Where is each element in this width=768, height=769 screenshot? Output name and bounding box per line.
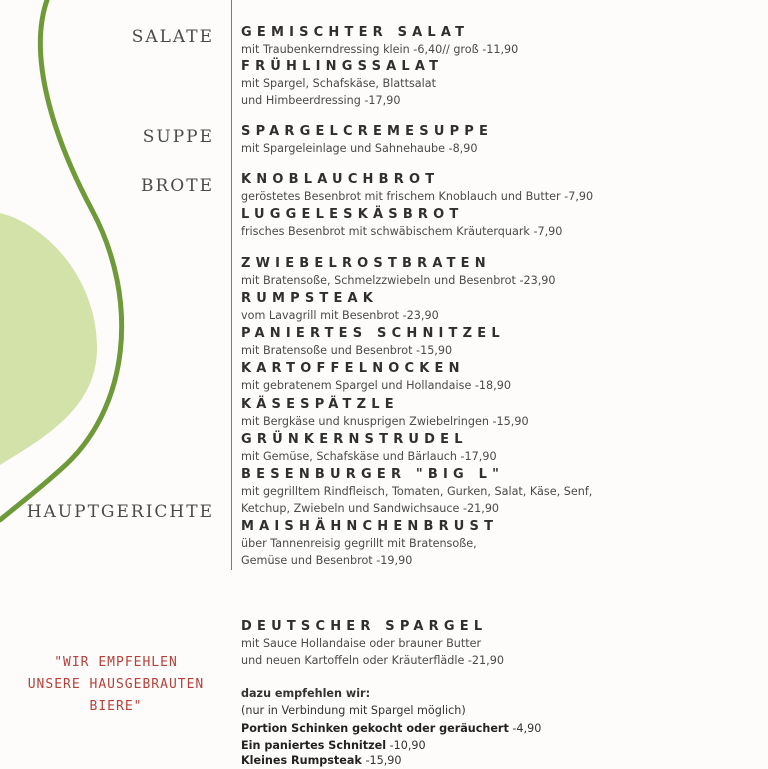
option-name: Ein paniertes Schnitzel	[241, 739, 387, 752]
item-name: KNOBLAUCHBROT	[241, 172, 440, 187]
menu-item	[241, 618, 761, 669]
item-desc: frisches Besenbrot mit schwäbischem Kräuterquark -7,90	[241, 225, 563, 238]
extras-option	[241, 720, 541, 737]
menu-item	[241, 123, 761, 157]
item-desc: mit Bratensoße, Schmelzzwiebeln und Besenbrot -23,90	[241, 274, 556, 287]
option-price: -4,90	[512, 722, 542, 735]
option-name: Portion Schinken gekocht oder geräuchert	[241, 722, 509, 735]
leaf-shape	[0, 213, 97, 465]
item-desc: mit Gemüse, Schafskäse und Bärlauch -17,90	[241, 450, 497, 463]
item-desc: mit gegrilltem Rindfleisch, Tomaten, Gurken, Salat, Käse, Senf,	[241, 485, 593, 498]
option-price: -15,90	[365, 754, 402, 767]
category-salate: SALATE	[131, 27, 214, 47]
item-desc: über Tannenreisig gegrillt mit Bratensoße,	[241, 537, 477, 550]
item-name: FRÜHLINGSSALAT	[241, 59, 444, 74]
item-desc: Gemüse und Besenbrot -19,90	[241, 554, 413, 567]
item-desc: mit gebratenem Spargel und Hollandaise -18,90	[241, 379, 511, 392]
item-desc: mit Bergkäse und knusprigen Zwiebelringen -15,90	[241, 415, 529, 428]
menu-item	[241, 171, 761, 205]
item-name: LUGGELESKÄSBROT	[241, 207, 464, 222]
item-desc: vom Lavagrill mit Besenbrot -23,90	[241, 309, 439, 322]
beer-recommendation	[0, 652, 232, 718]
menu-item	[241, 24, 761, 58]
item-desc: mit Traubenkerndressing klein -6,40// groß -11,90	[241, 43, 519, 56]
option-price: -10,90	[389, 739, 426, 752]
item-name: BESENBURGER "BIG L"	[241, 467, 505, 482]
menu-item	[241, 325, 761, 359]
menu-item	[241, 290, 761, 324]
category-suppe: SUPPE	[142, 127, 214, 147]
recommendation-line: "WIR EMPFEHLEN	[54, 655, 178, 670]
item-name: KARTOFFELNOCKEN	[241, 361, 465, 376]
item-desc: mit Spargel, Schafskäse, Blattsalat	[241, 77, 436, 90]
item-name: PANIERTES SCHNITZEL	[241, 326, 505, 341]
item-name: SPARGELCREMESUPPE	[241, 124, 494, 139]
recommendation-line: UNSERE HAUSGEBRAUTEN	[27, 677, 205, 692]
item-name: RUMPSTEAK	[241, 291, 379, 306]
item-desc: und neuen Kartoffeln oder Kräuterflädle -21,90	[241, 654, 504, 667]
extras-title: dazu empfehlen wir:	[241, 687, 371, 700]
item-name: DEUTSCHER SPARGEL	[241, 619, 488, 634]
recommendation-line: BIERE"	[89, 699, 143, 714]
menu-item	[241, 396, 761, 430]
item-desc: mit Bratensoße und Besenbrot -15,90	[241, 344, 453, 357]
item-desc: Ketchup, Zwiebeln und Sandwichsauce -21,90	[241, 502, 500, 515]
column-divider	[231, 0, 232, 570]
item-desc: mit Sauce Hollandaise oder brauner Butter	[241, 637, 482, 650]
menu-item	[241, 255, 761, 289]
item-name: GRÜNKERNSTRUDEL	[241, 432, 468, 447]
option-name: Kleines Rumpsteak	[241, 754, 362, 767]
category-hauptgerichte: HAUPTGERICHTE	[26, 502, 214, 522]
category-brote: BROTE	[141, 176, 214, 196]
item-name: KÄSESPÄTZLE	[241, 397, 399, 412]
item-name: GEMISCHTER SALAT	[241, 25, 470, 40]
item-desc: geröstetes Besenbrot mit frischem Knoblauch und Butter -7,90	[241, 190, 594, 203]
menu-item	[241, 206, 761, 240]
extras-option	[241, 752, 402, 769]
menu-item	[241, 518, 761, 569]
menu-item	[241, 431, 761, 465]
menu-item	[241, 466, 761, 517]
extras-note: (nur in Verbindung mit Spargel möglich)	[241, 704, 466, 717]
item-name: ZWIEBELROSTBRATEN	[241, 256, 491, 271]
menu-item	[241, 58, 761, 109]
item-desc: und Himbeerdressing -17,90	[241, 94, 401, 107]
item-name: MAISHÄHNCHENBRUST	[241, 519, 499, 534]
item-desc: mit Spargeleinlage und Sahnehaube -8,90	[241, 142, 478, 155]
menu-item	[241, 360, 761, 394]
